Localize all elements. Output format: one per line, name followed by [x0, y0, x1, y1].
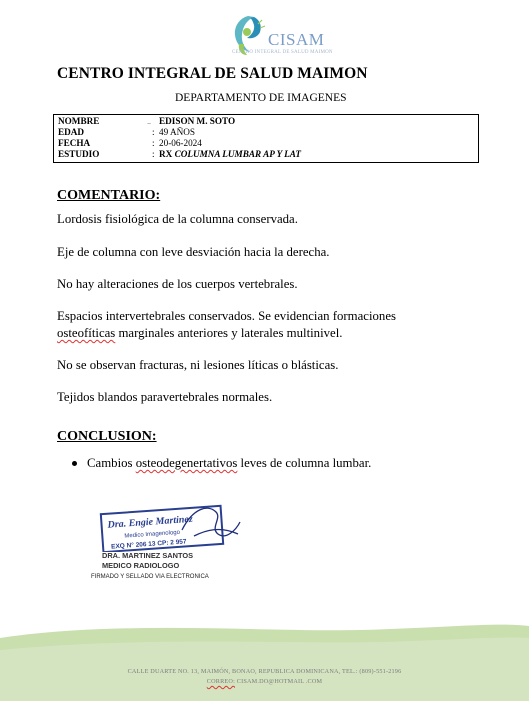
doctor-name: DRA. MARTINEZ SANTOS — [102, 551, 194, 560]
doctor-role: MEDICO RADIOLOGO — [102, 561, 180, 570]
stamp-title: Medico Imagenologo — [124, 529, 181, 540]
comment-paragraph-5: No se observan fracturas, ni lesiones líticas o blásticas. — [57, 358, 339, 372]
comment-paragraph-3: No hay alteraciones de los cuerpos vertebrales. — [57, 277, 298, 291]
page-title: CENTRO INTEGRAL DE SALUD MAIMON — [57, 65, 368, 82]
doctor-signature-block — [102, 551, 193, 571]
comment-paragraph-2: Eje de columna con leve desviación hacia la derecha. — [57, 245, 330, 259]
logo-tagline: CENTRO INTEGRAL DE SALUD MAIMON — [232, 50, 333, 55]
bullet-icon — [72, 461, 77, 466]
doctor-stamp — [98, 500, 243, 552]
comment-paragraph-4-line-1: Espacios intervertebrales conservados. Se evidencian formaciones — [57, 309, 396, 323]
footer-address: CALLE DUARTE NO. 13, MAIMÓN, BONAO, REPUBLICA DOMINICANA, TEL.: (809)-551-2196 — [127, 668, 402, 675]
study-label: ESTUDIO — [58, 149, 100, 159]
conclusion-heading: CONCLUSION: — [57, 429, 157, 444]
logo-name: CISAM — [268, 30, 325, 49]
age-label: EDAD — [58, 127, 85, 137]
study-colon: : — [152, 149, 155, 159]
footer-wave-decoration — [0, 610, 529, 701]
comment-heading: COMENTARIO: — [57, 188, 161, 203]
spellcheck-word: osteofíticas — [57, 326, 116, 340]
comment-paragraph-1: Lordosis fisiológica de la columna conservada. — [57, 212, 298, 226]
patient-info-box — [53, 114, 479, 163]
footer-email — [0, 678, 529, 685]
department-subtitle: DEPARTAMENTO DE IMAGENES — [175, 92, 347, 104]
email-label: CORREO: — [206, 678, 235, 685]
name-label: NOMBRE — [58, 116, 100, 126]
study-prefix: RX — [159, 149, 173, 159]
date-label: FECHA — [58, 138, 91, 148]
spellcheck-word: osteodegenertativos — [135, 456, 238, 470]
study-value — [159, 149, 301, 160]
study-name: COLUMNA LUMBAR AP Y LAT — [174, 149, 302, 159]
date-value: 20-06-2024 — [159, 138, 202, 148]
email-value: CISAM.DO@HOTMAIL .COM — [235, 678, 323, 685]
age-value: 49 AÑOS — [159, 127, 195, 137]
name-value: EDISON M. SOTO — [159, 116, 236, 126]
format-mark: ∼ — [147, 122, 152, 127]
conclusion-text-a: Cambios — [87, 456, 136, 470]
date-colon: : — [152, 138, 155, 148]
conclusion-text-c: leves de columna lumbar. — [237, 456, 372, 470]
electronic-signature-note: FIRMADO Y SELLADO VIA ELECTRONICA — [91, 574, 209, 580]
comment-paragraph-6: Tejidos blandos paravertebrales normales. — [57, 390, 273, 404]
stamp-name: Dra. Engie Martinez — [107, 513, 194, 531]
age-colon: : — [152, 127, 155, 137]
comment-paragraph-4-line-2 — [57, 325, 342, 342]
comment-paragraph-4-rest: marginales anteriores y laterales multinivel. — [115, 326, 343, 340]
conclusion-item — [72, 455, 371, 472]
stamp-exq: EXQ N° 206 13 CP: 2 957 — [110, 538, 187, 551]
